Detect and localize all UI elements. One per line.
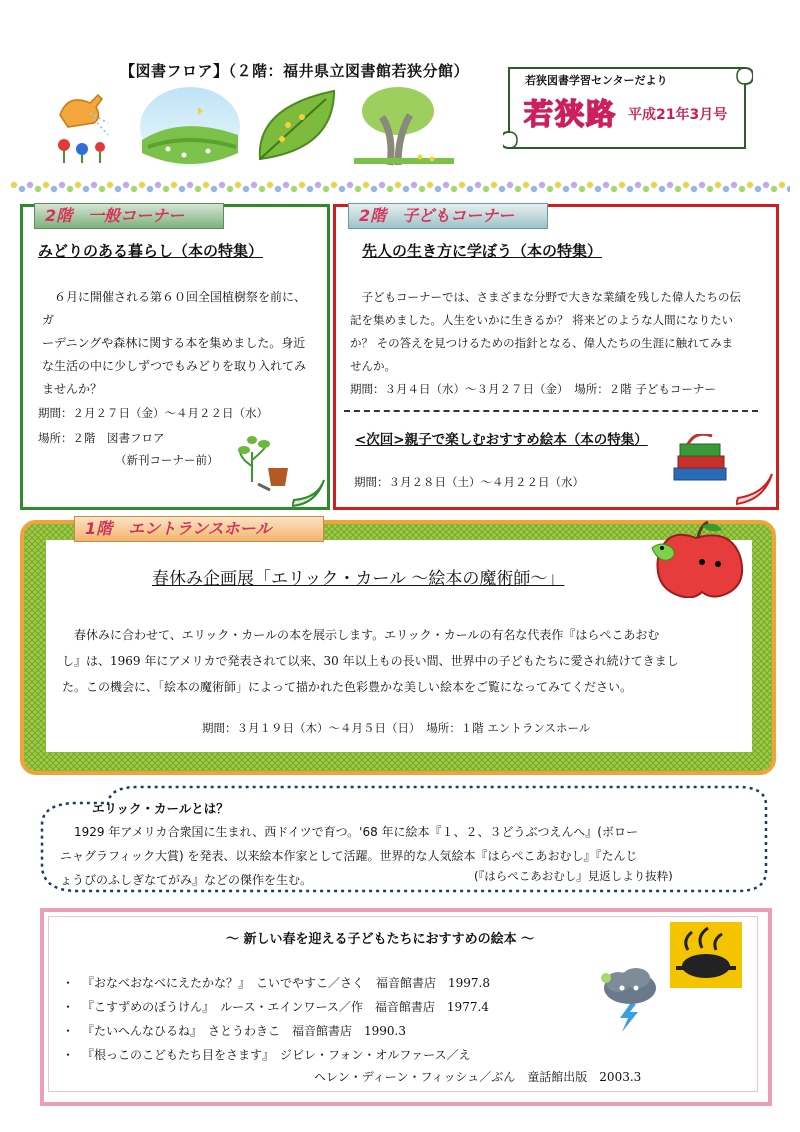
floral-dot xyxy=(523,182,529,188)
text-line: ６月に開催される第６０回全国植樹祭を前に、ガ xyxy=(42,290,307,327)
floral-dot xyxy=(771,186,777,192)
children-corner-heading: 先人の生き方に学ぼう（本の特集） xyxy=(362,242,603,260)
children-corner-next-heading: <次回>親子で楽しむおすすめ絵本（本の特集） xyxy=(355,432,648,448)
text-line: せんか。 xyxy=(350,359,396,373)
floral-dot xyxy=(515,186,521,192)
text-line: 記を集めました。人生をいかに生きるか？ 将来どのような人間になりたい xyxy=(350,313,734,327)
floral-dot xyxy=(739,186,745,192)
children-corner-text xyxy=(350,286,770,378)
text-line: ませんか？ xyxy=(42,382,103,396)
eric-carle-heading: エリック・カールとは？ xyxy=(92,801,229,816)
spring-landscape-icon xyxy=(138,85,243,170)
divider-line xyxy=(344,410,758,412)
floral-dot xyxy=(267,182,273,188)
recommended-book: 『おなべおなべにえたかな？』 こいでやすこ／さく 福音館書店 1997.8 xyxy=(82,976,490,990)
floral-dot xyxy=(331,182,337,188)
floral-dot xyxy=(203,182,209,188)
storm-cloud-icon xyxy=(600,968,662,1032)
floral-dot xyxy=(691,186,697,192)
newsletter-issue: 平成21年3月号 xyxy=(628,107,728,123)
floral-dot xyxy=(227,186,233,192)
floral-dot xyxy=(507,182,513,188)
floral-dot xyxy=(675,186,681,192)
floral-dot xyxy=(395,182,401,188)
text-line: ょうびのふしぎなてがみ』などの傑作を生む。 xyxy=(60,873,313,887)
floral-dot xyxy=(131,186,137,192)
floral-dot xyxy=(179,186,185,192)
general-corner-tab: 2階 一般コーナー xyxy=(34,203,224,229)
floral-dot xyxy=(323,186,329,192)
floral-dot xyxy=(667,182,673,188)
list-bullet: ・ xyxy=(62,1000,75,1014)
page-header-title: 【図書フロア】（２階：福井県立図書館若狭分館） xyxy=(120,62,470,80)
general-corner-place: 場所：２階 図書フロア xyxy=(38,431,165,445)
floral-dot xyxy=(51,186,57,192)
floral-dot xyxy=(467,186,473,192)
floral-dot xyxy=(107,182,113,188)
floral-dot xyxy=(659,186,665,192)
watering-can-icon xyxy=(50,85,120,165)
book-stack-icon xyxy=(670,434,734,486)
floral-divider xyxy=(10,178,790,196)
floral-dot xyxy=(315,182,321,188)
floral-dot xyxy=(243,186,249,192)
general-corner-heading: みどりのある暮らし（本の特集） xyxy=(38,242,264,260)
floral-dot xyxy=(187,182,193,188)
general-corner-period: 期間：２月２７日（金）～４月２２日（水） xyxy=(38,406,268,420)
text-line: ニャグラフィック大賞) を発表、以来絵本作家として活躍。世界的な人気絵本『はらぺこあおむし』『たんじ xyxy=(60,849,638,863)
floral-dot xyxy=(403,186,409,192)
floral-dot xyxy=(571,182,577,188)
floral-dot xyxy=(555,182,561,188)
floral-dot xyxy=(787,186,790,192)
list-bullet: ・ xyxy=(62,1024,75,1038)
entrance-hall-period-place: 期間：３月１９日（木）～４月５日（日） 場所：１階 エントランスホール xyxy=(202,721,591,735)
page-curl-decoration xyxy=(736,470,776,506)
floral-dot xyxy=(755,186,761,192)
floral-dot xyxy=(139,182,145,188)
floral-dot xyxy=(723,186,729,192)
page-curl-decoration xyxy=(292,478,328,508)
floral-dot xyxy=(219,182,225,188)
floral-dot xyxy=(75,182,81,188)
floral-dot xyxy=(531,186,537,192)
floral-dot xyxy=(291,186,297,192)
text-line: か？ その答えを見つけるための指針となる、偉人たちの生涯に触れてみま xyxy=(350,336,734,350)
floral-dot xyxy=(491,182,497,188)
floral-dot xyxy=(427,182,433,188)
floral-dot xyxy=(499,186,505,192)
floral-dot xyxy=(35,186,41,192)
floral-dot xyxy=(115,186,121,192)
newsletter-name: 若狭路 xyxy=(524,97,618,131)
floral-dot xyxy=(347,182,353,188)
floral-dot xyxy=(579,186,585,192)
floral-dot xyxy=(147,186,153,192)
floral-dot xyxy=(163,186,169,192)
general-corner-place-note: （新刊コーナー前） xyxy=(115,453,219,467)
floral-dot xyxy=(587,182,593,188)
floral-dot xyxy=(99,186,105,192)
recommended-book: 『こすずめのぼうけん』 ルース・エインワース／作 福音館書店 1977.4 xyxy=(82,1000,489,1014)
eric-carle-source: (『はらぺこあおむし』見返しより抜粋) xyxy=(474,869,673,883)
list-bullet: ・ xyxy=(62,1048,75,1062)
floral-dot xyxy=(715,182,721,188)
floral-dot xyxy=(747,182,753,188)
floral-dot xyxy=(363,182,369,188)
text-line: 子どもコーナーでは、さまざまな分野で大きな業績を残した偉人たちの伝 xyxy=(350,290,741,304)
floral-dot xyxy=(731,182,737,188)
entrance-hall-heading: 春休み企画展「エリック・カール ～絵本の魔術師～」 xyxy=(152,569,565,589)
floral-dot xyxy=(779,182,785,188)
apple-character-icon xyxy=(648,518,744,598)
floral-dot xyxy=(171,182,177,188)
floral-dot xyxy=(211,186,217,192)
floral-dot xyxy=(563,186,569,192)
floral-dot xyxy=(19,186,25,192)
floral-dot xyxy=(643,186,649,192)
recommended-book: 『たいへんなひるね』 さとうわきこ 福音館書店 1990.3 xyxy=(82,1024,406,1038)
floral-dot xyxy=(595,186,601,192)
floral-dot xyxy=(459,182,465,188)
floral-dot xyxy=(603,182,609,188)
list-bullet: ・ xyxy=(62,976,75,990)
newsletter-subtitle: 若狭図書学習センターだより xyxy=(525,74,668,87)
children-corner-tab: 2階 子どもコーナー xyxy=(348,203,548,229)
floral-dot xyxy=(411,182,417,188)
floral-dot xyxy=(547,186,553,192)
floral-dot xyxy=(299,182,305,188)
floral-dot xyxy=(283,182,289,188)
floral-dot xyxy=(83,186,89,192)
floral-dot xyxy=(763,182,769,188)
text-line: 1929 年アメリカ合衆国に生まれ、西ドイツで育つ。'68 年に絵本『１、２、３どうぶつえんへ』(ボロー xyxy=(74,825,638,839)
recommended-book-continued: ヘレン・ディーン・フィッシュ／ぶん 童話館出版 2003.3 xyxy=(314,1070,642,1084)
floral-dot xyxy=(27,182,33,188)
floral-dot xyxy=(339,186,345,192)
floral-dot xyxy=(379,182,385,188)
floral-dot xyxy=(475,182,481,188)
floral-dot xyxy=(371,186,377,192)
floral-dot xyxy=(619,182,625,188)
floral-dot xyxy=(67,186,73,192)
floral-dot xyxy=(683,182,689,188)
floral-dot xyxy=(259,186,265,192)
leaf-icon xyxy=(252,85,340,167)
floral-dot xyxy=(707,186,713,192)
floral-dot xyxy=(251,182,257,188)
floral-dot xyxy=(307,186,313,192)
floral-dot xyxy=(451,186,457,192)
text-line: た。この機会に、「絵本の魔術師」によって描かれた色彩豊かな美しい絵本をご覧になってみてください。 xyxy=(62,680,633,694)
floral-dot xyxy=(699,182,705,188)
text-line: な生活の中に少しずつでもみどりを取り入れてみ xyxy=(42,359,307,373)
cooking-pot-icon xyxy=(668,920,744,990)
entrance-hall-text xyxy=(62,622,752,700)
floral-dot xyxy=(155,182,161,188)
floral-dot xyxy=(43,182,49,188)
floral-dot xyxy=(651,182,657,188)
floral-dot xyxy=(387,186,393,192)
floral-dot xyxy=(235,182,241,188)
floral-dot xyxy=(123,182,129,188)
children-corner-next-period: 期間：３月２８日（土）～４月２２日（水） xyxy=(354,475,584,489)
floral-dot xyxy=(419,186,425,192)
general-corner-text xyxy=(42,286,312,401)
potted-plant-icon xyxy=(238,432,296,496)
recommendations-title: ～ 新しい春を迎える子どもたちにおすすめの絵本 ～ xyxy=(226,932,535,947)
floral-dot xyxy=(443,182,449,188)
entrance-hall-tab: 1階 エントランスホール xyxy=(74,516,324,542)
floral-dot xyxy=(635,182,641,188)
floral-dot xyxy=(91,182,97,188)
floral-dot xyxy=(435,186,441,192)
text-line: 春休みに合わせて、エリック・カールの本を展示します。エリック・カールの有名な代表作『はらぺこあおむ xyxy=(62,628,660,642)
floral-dot xyxy=(539,182,545,188)
text-line: し』は、1969 年にアメリカで発表されて以来、30 年以上もの長い間、世界中の子どもたちに愛され続けてきまし xyxy=(62,654,679,668)
floral-dot xyxy=(355,186,361,192)
text-line: ーデニングや森林に関する本を集めました。身近 xyxy=(42,336,306,350)
floral-dot xyxy=(59,182,65,188)
floral-dot xyxy=(483,186,489,192)
floral-dot xyxy=(11,182,17,188)
recommended-book: 『根っこのこどもたち目をさます』 ジビレ・フォン・オルファース／え xyxy=(82,1048,471,1062)
floral-dot xyxy=(195,186,201,192)
children-corner-period-place: 期間：３月４日（水）～３月２７日（金） 場所：２階 子どもコーナー xyxy=(350,382,716,396)
floral-dot xyxy=(627,186,633,192)
tree-icon xyxy=(350,85,460,167)
floral-dot xyxy=(275,186,281,192)
floral-dot xyxy=(611,186,617,192)
